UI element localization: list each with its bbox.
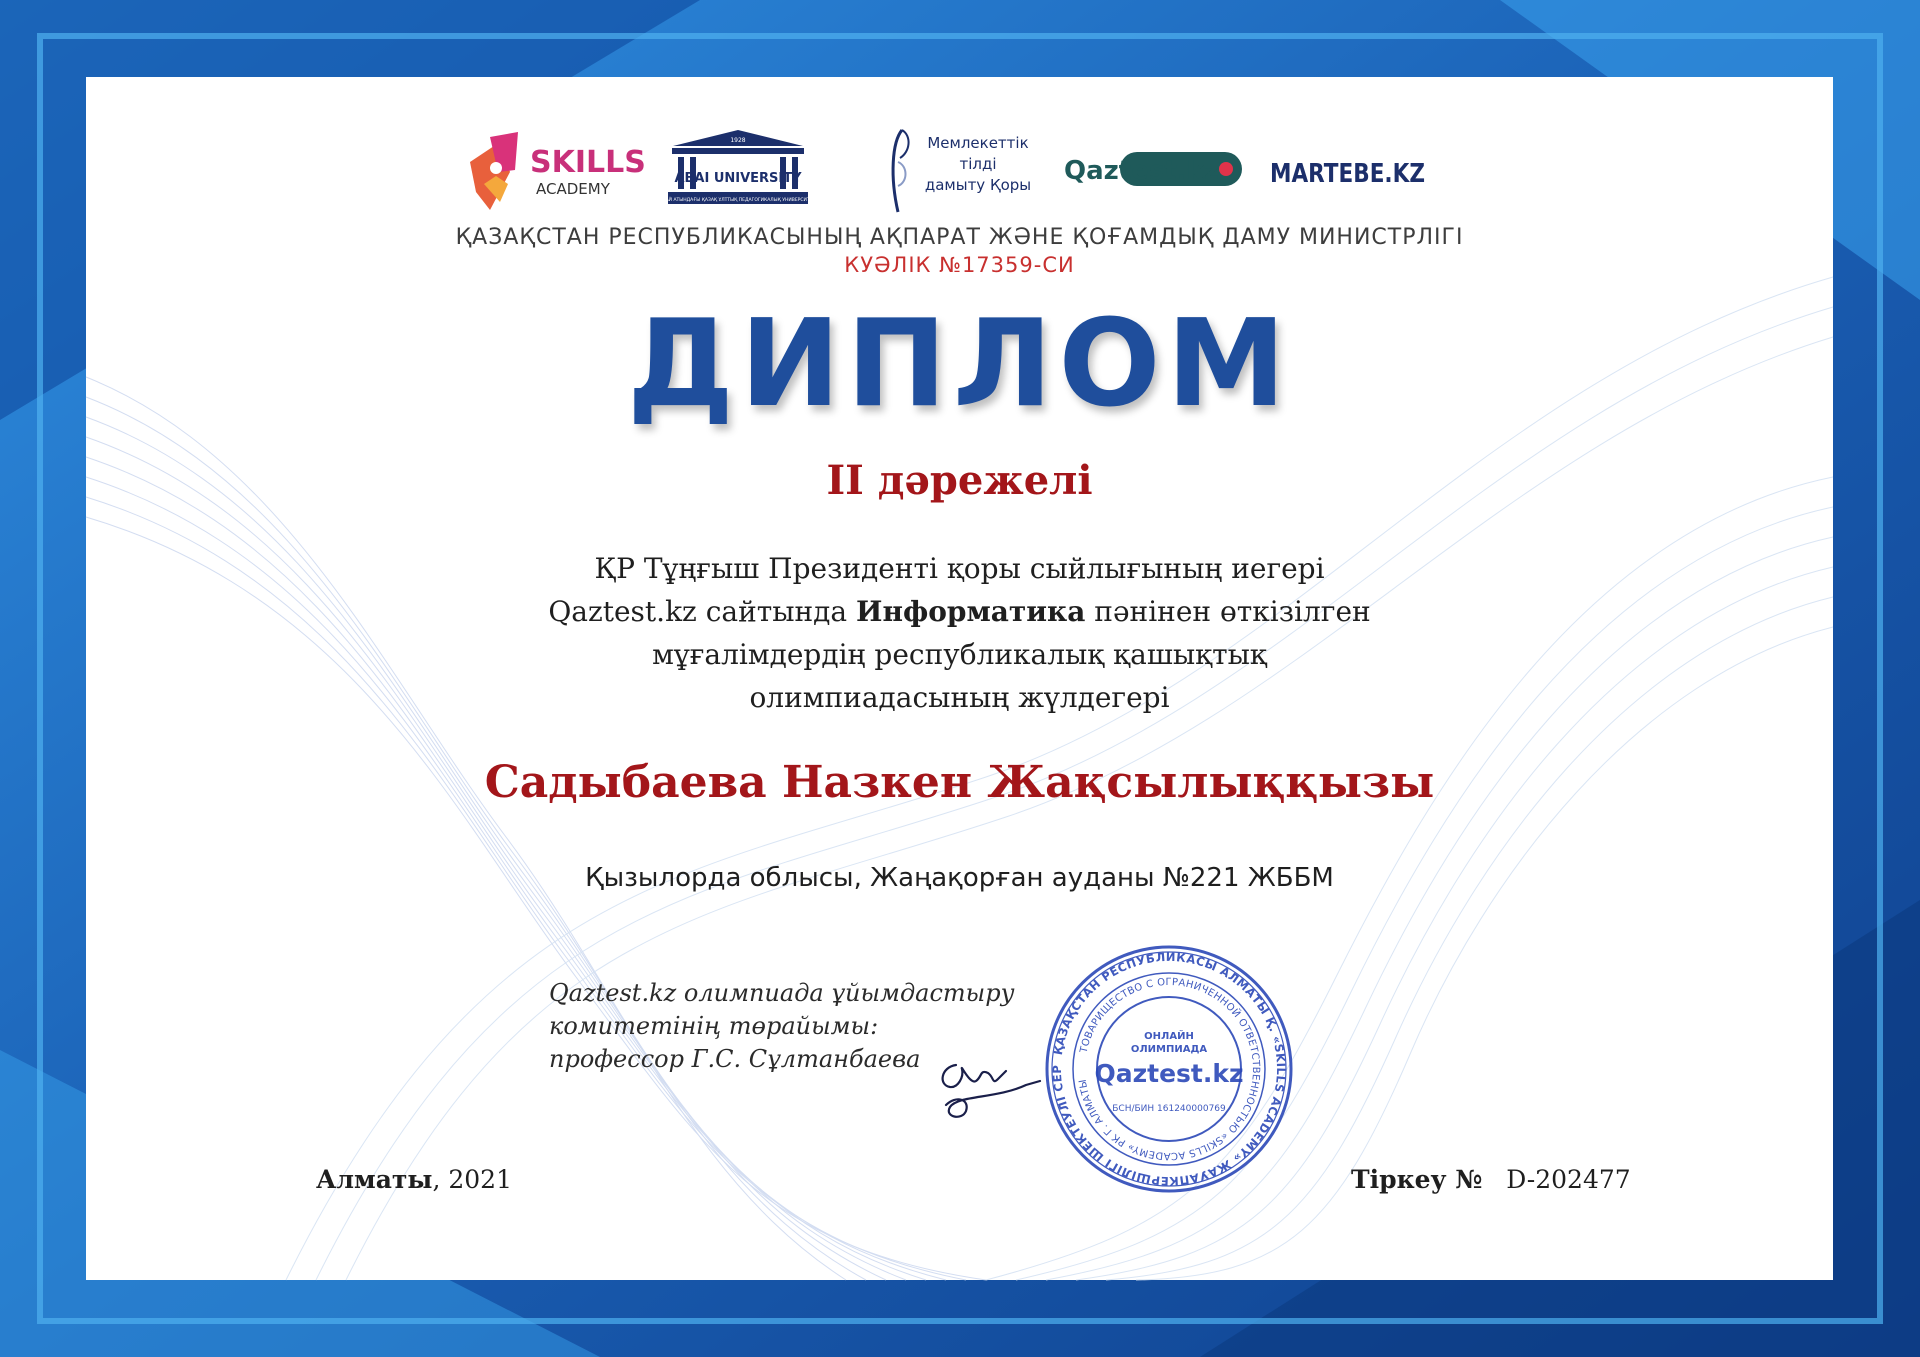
svg-text:АБАЙ АТЫНДАҒЫ ҚАЗАҚ ҰЛТТЫҚ ПЕД: АБАЙ АТЫНДАҒЫ ҚАЗАҚ ҰЛТТЫҚ ПЕДАГОГИКАЛЫҚ УНИВЕРСИТЕТІ [659,198,817,203]
diploma-title: ДИПЛОМ [627,295,1292,434]
martebe-logo [1270,152,1440,196]
description-line-1: ҚР Тұңғыш Президенті қоры сыйлығының иегері [594,552,1325,585]
city-name: Алматы [316,1165,433,1194]
abai-university-logo [658,130,818,214]
school-location: Қызылорда облысы, Жаңақорған ауданы №221 ЖББМ [585,863,1334,893]
svg-text:ҚАЗАҚСТАН РЕСПУБЛИКАСЫ АЛМАТЫ: ҚАЗАҚСТАН РЕСПУБЛИКАСЫ АЛМАТЫ Қ. «SKILLS ACADEMY» ЖАУАПКЕРШІЛІГІ ШЕКТЕУЛІ СЕР [1049,949,1289,1189]
svg-text:ОНЛАЙН: ОНЛАЙН [1144,1031,1194,1042]
registration-value: D-202477 [1506,1165,1631,1194]
ministry-line: ҚАЗАҚСТАН РЕСПУБЛИКАСЫНЫҢ АҚПАРАТ ЖӘНЕ ҚОҒАМДЫҚ ДАМУ МИНИСТРЛІГІ [455,225,1464,250]
issue-year: , 2021 [432,1165,512,1194]
winner-name: Садыбаева Назкен Жақсылыққызы [484,757,1435,808]
svg-text:дамыту Қоры: дамыту Қоры [924,176,1032,194]
svg-text:ОЛИМПИАДА: ОЛИМПИАДА [1130,1044,1208,1055]
description-line-3: мұғалімдердің республикалық қашықтық [652,638,1267,671]
official-stamp [1039,939,1299,1203]
diploma-paper [86,77,1833,1280]
registration-label: Тіркеу № [1351,1165,1483,1194]
svg-text:ACADEMY: ACADEMY [536,180,610,198]
language-fund-logo [884,122,1044,221]
license-number: КУӘЛІК №17359-СИ [844,253,1075,277]
description-line-4: олимпиадасының жүлдегері [749,681,1170,714]
qaztest-logo [1060,148,1250,196]
svg-text:Qaztest.kz: Qaztest.kz [1094,1059,1244,1088]
svg-text:тілді: тілді [959,155,997,173]
chair-line-3: профессор Г.С. Сұлтанбаева [549,1045,921,1073]
signature [936,1055,1046,1129]
chair-line-2: комитетінің төрайымы: [549,1012,879,1040]
svg-text:MARTEBE.KZ: MARTEBE.KZ [1270,159,1425,189]
svg-text:Qaztest.kz: Qaztest.kz [1064,156,1220,186]
registration-number [1351,1165,1631,1194]
svg-text:ABAI UNIVERSITY: ABAI UNIVERSITY [674,171,802,186]
svg-text:1928: 1928 [730,137,746,144]
skills-academy-logo [470,132,646,216]
svg-text:БСН/БИН 161240000769: БСН/БИН 161240000769 [1112,1104,1226,1114]
subject-name: Информатика [856,595,1086,628]
chair-line-1: Qaztest.kz олимпиада ұйымдастыру [549,979,1015,1007]
svg-text:SKILLS: SKILLS [530,145,646,180]
award-description [86,547,1833,719]
issue-place-year [316,1165,512,1194]
svg-text:Мемлекеттік: Мемлекеттік [927,134,1029,152]
degree-label: II дәрежелі [826,457,1093,504]
svg-text:ТОВАРИЩЕСТВО С ОГРАНИЧЕННОЙ ОТ: ТОВАРИЩЕСТВО С ОГРАНИЧЕННОЙ ОТВЕТСТВЕННОСТЬЮ «SKILLS ACADEMY» РК Г. АЛМАТЫ [1077,976,1262,1162]
partner-logos [470,122,1540,227]
description-line-2: Qaztest.kz сайтында Информатика пәнінен өткізілген [548,595,1371,628]
